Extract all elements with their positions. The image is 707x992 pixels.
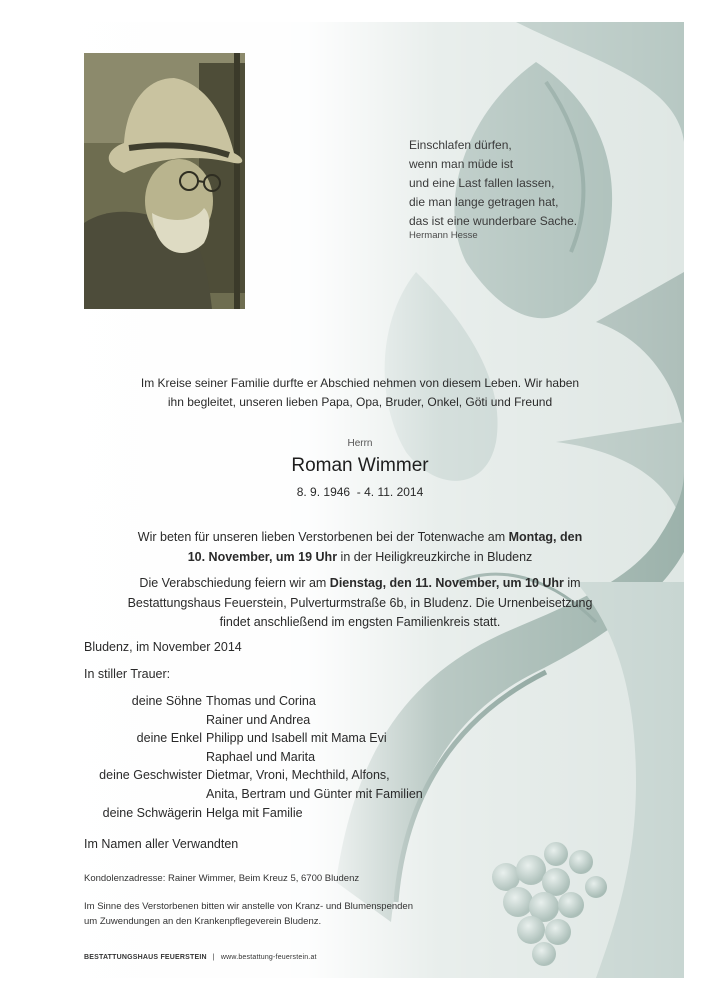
poem-line: wenn man müde ist: [409, 157, 514, 171]
poem-author: Hermann Hesse: [409, 230, 478, 241]
family-names: Thomas und Corina: [206, 694, 316, 708]
family-names: Rainer und Andrea: [206, 712, 311, 727]
farewell-text: Die Verabschiedung feiern wir am: [139, 576, 330, 590]
farewell-burial: findet anschließend im engsten Familienkreis statt.: [219, 615, 501, 629]
farewell-location: Bestattungshaus Feuerstein, Pulverturmstraße 6b, in Bludenz. Die Urnenbeisetzung: [127, 595, 593, 610]
footer: [84, 954, 317, 961]
family-relation: deine Geschwister: [99, 768, 202, 783]
farewell-text-end: im: [563, 576, 581, 590]
wake-text: Wir beten für unseren lieben Verstorbenen bei der Totenwache am: [137, 530, 509, 544]
intro-text: [36, 374, 684, 412]
poem-line: die man lange getragen hat,: [409, 195, 559, 209]
poem-line: und eine Last fallen lassen,: [409, 176, 555, 190]
family-relation: deine Schwägerin: [102, 805, 202, 820]
intro-line: ihn begleitet, unseren lieben Papa, Opa, Bruder, Onkel, Göti und Freund: [167, 395, 553, 409]
portrait-photo: [84, 53, 245, 309]
wake-day: Montag, den: [508, 530, 583, 544]
funeral-home-name: BESTATTUNGSHAUS FEUERSTEIN: [84, 954, 207, 961]
relatives-line: Im Namen aller Verwandten: [84, 837, 239, 851]
intro-line: Im Kreise seiner Familie durfte er Abschied nehmen von diesem Leben. Wir haben: [140, 376, 580, 390]
salutation: Herrn: [347, 438, 373, 449]
place-date: Bludenz, im November 2014: [84, 640, 242, 654]
wake-time: 10. November, um 19 Uhr: [187, 550, 338, 564]
wake-announcement: [36, 527, 684, 567]
family-relation: deine Söhne: [131, 694, 202, 708]
poem-line: das ist eine wunderbare Sache.: [409, 214, 578, 228]
poem-quote: [409, 136, 649, 242]
family-names: Dietmar, Vroni, Mechthild, Alfons,: [206, 768, 390, 783]
condolence-address: Kondolenzadresse: Rainer Wimmer, Beim Kreuz 5, 6700 Bludenz: [84, 873, 360, 884]
farewell-announcement: [36, 574, 684, 633]
donation-line: Im Sinne des Verstorbenen bitten wir anstelle von Kranz- und Blumenspenden: [84, 901, 414, 912]
family-relation: deine Enkel: [136, 731, 202, 746]
life-dates: 8. 9. 1946 - 4. 11. 2014: [296, 485, 424, 499]
farewell-date: Dienstag, den 11. November, um 10 Uhr: [329, 576, 564, 590]
footer-separator: |: [212, 954, 215, 961]
obituary-page: [36, 22, 684, 978]
family-names: Anita, Bertram und Günter mit Familien: [206, 786, 423, 801]
family-names: Philipp und Isabell mit Mama Evi: [206, 731, 387, 746]
family-names: Raphael und Marita: [206, 749, 316, 764]
donation-line: um Zuwendungen an den Krankenpflegeverein Bludenz.: [84, 916, 322, 927]
family-names: Helga mit Familie: [206, 805, 303, 820]
mourning-label: In stiller Trauer:: [84, 667, 171, 681]
poem-line: Einschlafen dürfen,: [409, 138, 512, 152]
wake-location: in der Heiligkreuzkirche in Bludenz: [337, 550, 533, 564]
donation-request: [84, 899, 504, 929]
funeral-home-website[interactable]: www.bestattung-feuerstein.at: [220, 954, 317, 961]
deceased-name: Roman Wimmer: [291, 455, 429, 476]
